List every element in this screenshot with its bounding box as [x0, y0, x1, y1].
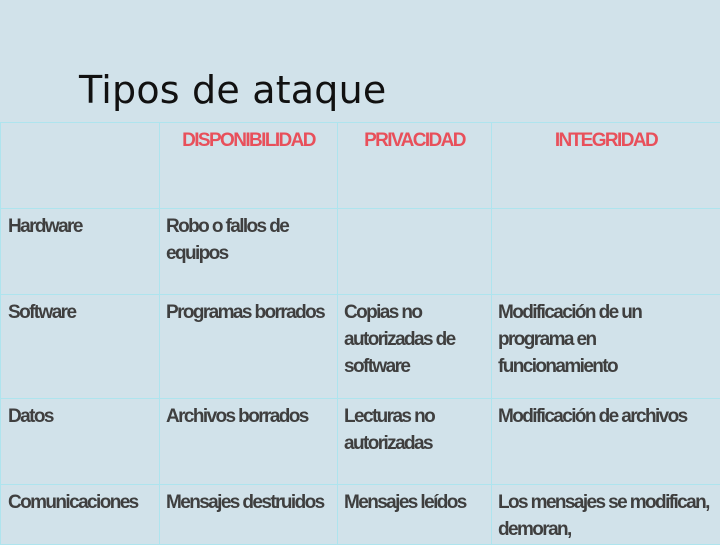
header-privacidad: PRIVACIDAD [338, 123, 492, 209]
header-empty-cell [1, 123, 160, 209]
cell-hardware-privacidad [338, 209, 492, 295]
cell-comunicaciones-disponibilidad: Mensajes destruidos [160, 485, 338, 545]
header-integridad: INTEGRIDAD [492, 123, 720, 209]
table-row [1, 485, 720, 545]
row-label-hardware: Hardware [1, 209, 160, 295]
cell-software-disponibilidad: Programas borrados [160, 295, 338, 399]
cell-datos-integridad: Modificación de archivos [492, 399, 720, 485]
header-disponibilidad: DISPONIBILIDAD [160, 123, 338, 209]
attack-types-table [0, 122, 720, 545]
row-label-software: Software [1, 295, 160, 399]
cell-software-integridad: Modificación de un programa en funcionamiento [492, 295, 720, 399]
slide-title: Tipos de ataque [79, 68, 386, 112]
table-header-row [1, 123, 720, 209]
cell-datos-privacidad: Lecturas no autorizadas [338, 399, 492, 485]
cell-datos-disponibilidad: Archivos borrados [160, 399, 338, 485]
cell-comunicaciones-privacidad: Mensajes leídos [338, 485, 492, 545]
table-row [1, 209, 720, 295]
row-label-comunicaciones: Comunicaciones [1, 485, 160, 545]
table-row [1, 295, 720, 399]
cell-software-privacidad: Copias no autorizadas de software [338, 295, 492, 399]
cell-comunicaciones-integridad: Los mensajes se modifican, demoran, [492, 485, 720, 545]
row-label-datos: Datos [1, 399, 160, 485]
table-row [1, 399, 720, 485]
cell-hardware-integridad [492, 209, 720, 295]
cell-hardware-disponibilidad: Robo o fallos de equipos [160, 209, 338, 295]
